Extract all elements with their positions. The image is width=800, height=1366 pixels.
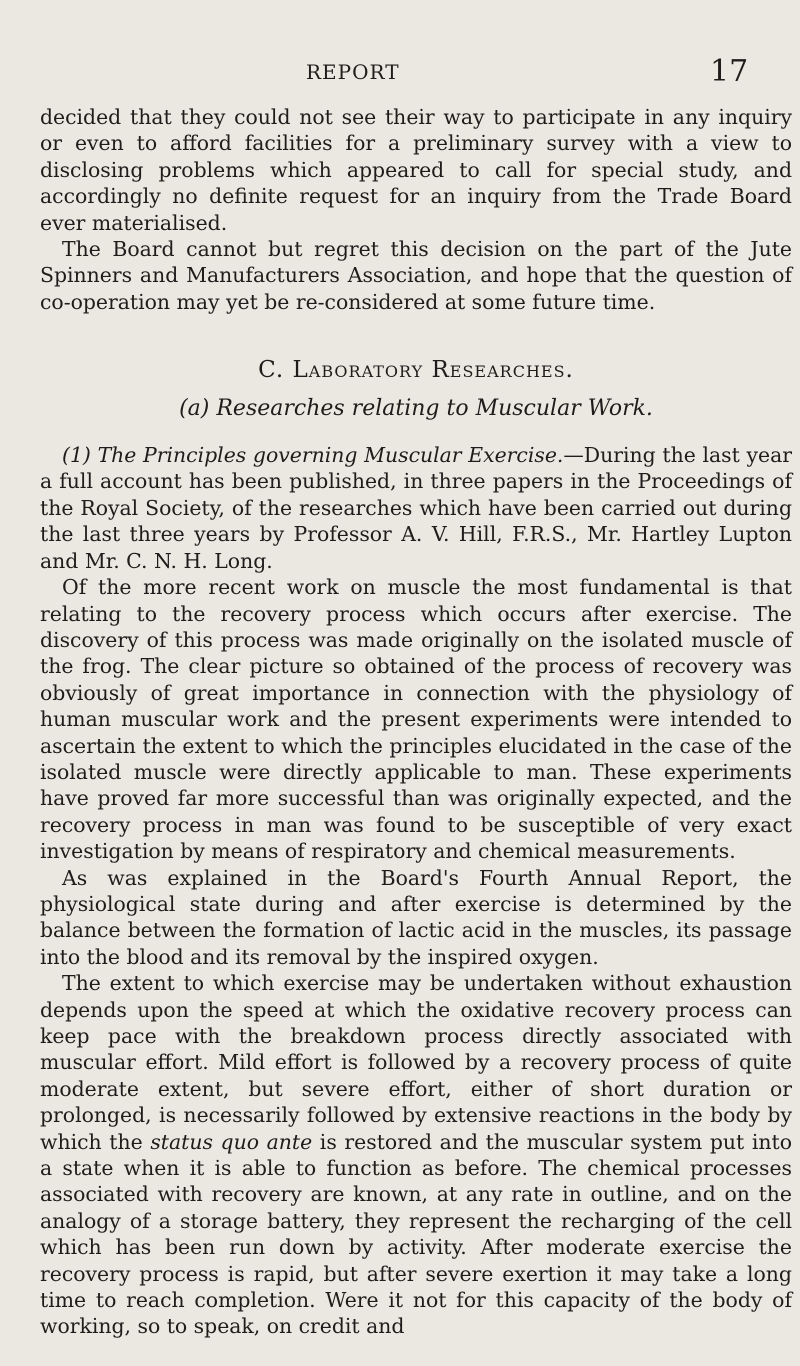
paragraph-principles-text: —During the last year a full account has been published, in three papers in the Proceedings of the Royal Society, of the researches which have been carried out during the last three years by Professor A. V. Hill, F.R.S., Mr. Hartley Lupton and Mr. C. N. H. Long. [40, 443, 792, 573]
page-header [0, 54, 800, 98]
paragraph-exhaustion-part-b: is restored and the muscular system put into a state when it is able to function as before. The chemical processes associated with recovery are known, at any rate in outline, and on the analogy of a storage battery, they represent the recharging of the cell which has been run down by activity. After moderate exercise the recovery process is rapid, but after severe exertion it may take a long time to reach completion. Were it not for this capacity of the body of working, so to speak, on credit and [40, 1129, 792, 1339]
subsection-heading: (a) Researches relating to Muscular Work. [179, 395, 653, 421]
paragraph-principles [40, 442, 792, 574]
paragraph-physiological-state: As was explained in the Board's Fourth Annual Report, the physiological state during and after exercise is determined by the balance between the formation of lactic acid in the muscles, its passage into the blood and its removal by the inspired oxygen. [40, 865, 792, 969]
body-text [40, 104, 792, 1340]
paragraph-exhaustion-part-a: The extent to which exercise may be undertaken without exhaustion depends upon the speed at which the oxidative recovery process can keep pace with the breakdown process directly associated with muscular effort. Mild effort is followed by a recovery process of quite moderate extent, but severe effort, either of short duration or prolonged, is necessarily followed by extensive reactions in the body by which the [40, 971, 792, 1154]
running-head: REPORT [306, 60, 400, 84]
run-in-heading: (1) The Principles governing Muscular Exercise. [62, 443, 564, 468]
section-heading: C. Laboratory Researches. [258, 357, 574, 384]
page-number: 17 [710, 54, 749, 89]
paragraph-recovery-process: Of the more recent work on muscle the most fundamental is that relating to the recovery process which occurs after exercise. The discovery of this process was made originally on the isolated muscle of the frog. The clear picture so obtained of the process of recovery was obviously of great importance in connection with the physiology of human muscular work and the present experiments were intended to ascertain the extent to which the principles elucidated in the case of the isolated muscle were directly applicable to man. These experiments have proved far more successful than was originally expected, and the recovery process in man was found to be susceptible of very exact investigation by means of respiratory and chemical measurements. [40, 575, 792, 864]
latin-phrase: status quo ante [150, 1129, 313, 1154]
paragraph-board-regret: The Board cannot but regret this decision on the part of the Jute Spinners and Manufacturers Association, and hope that the question of co-operation may yet be re-considered at some future time. [40, 237, 792, 314]
paragraph-continued: decided that they could not see their way to participate in any inquiry or even to afford facilities for a preliminary survey with a view to disclosing problems which appeared to call for special study, and accordingly no definite request for an inquiry from the Trade Board ever materialised. [40, 105, 792, 235]
paragraph-exhaustion [40, 970, 792, 1340]
